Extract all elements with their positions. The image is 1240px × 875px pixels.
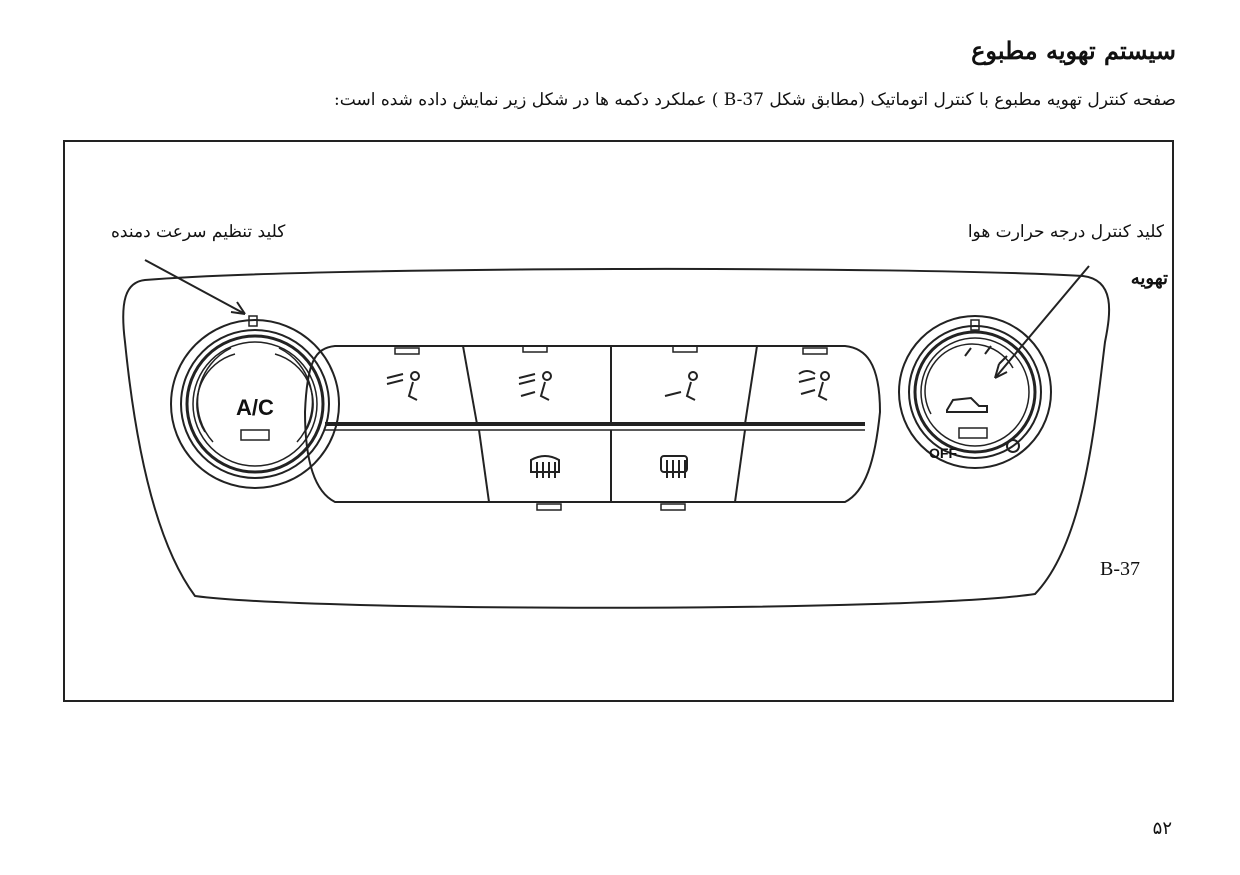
temp-control-arrow — [995, 266, 1089, 378]
page-number: ۵۲ — [1152, 818, 1172, 839]
face-vent-icon[interactable] — [387, 372, 419, 400]
face-feet-vent-icon[interactable] — [519, 372, 551, 400]
car-air-icon — [947, 398, 987, 412]
off-label: OFF — [929, 445, 957, 461]
rear-defrost-icon[interactable] — [661, 456, 687, 478]
fan-speed-arrow — [145, 260, 245, 314]
figure-frame — [63, 140, 1174, 702]
ac-knob-label: A/C — [236, 395, 274, 420]
center-button-block — [305, 346, 880, 510]
intro-paragraph: صفحه کنترل تهویه مطبوع با کنترل اتوماتیک (مطابق شکل B-37 ) عملکرد دکمه ها در شکل زیر نمایش داده شده است: — [334, 90, 1176, 110]
front-defrost-icon[interactable] — [531, 456, 559, 478]
fan-speed-label: کلید تنظیم سرعت دمنده — [111, 222, 286, 242]
figure-id: B-37 — [1100, 558, 1140, 580]
feet-defrost-vent-icon[interactable] — [799, 371, 829, 400]
temp-control-label: کلید کنترل درجه حرارت هوا — [967, 222, 1164, 242]
page-title: سیستم تهویه مطبوع — [971, 36, 1176, 65]
feet-vent-icon[interactable] — [665, 372, 697, 400]
ventilation-label: تهویه — [1130, 268, 1168, 289]
